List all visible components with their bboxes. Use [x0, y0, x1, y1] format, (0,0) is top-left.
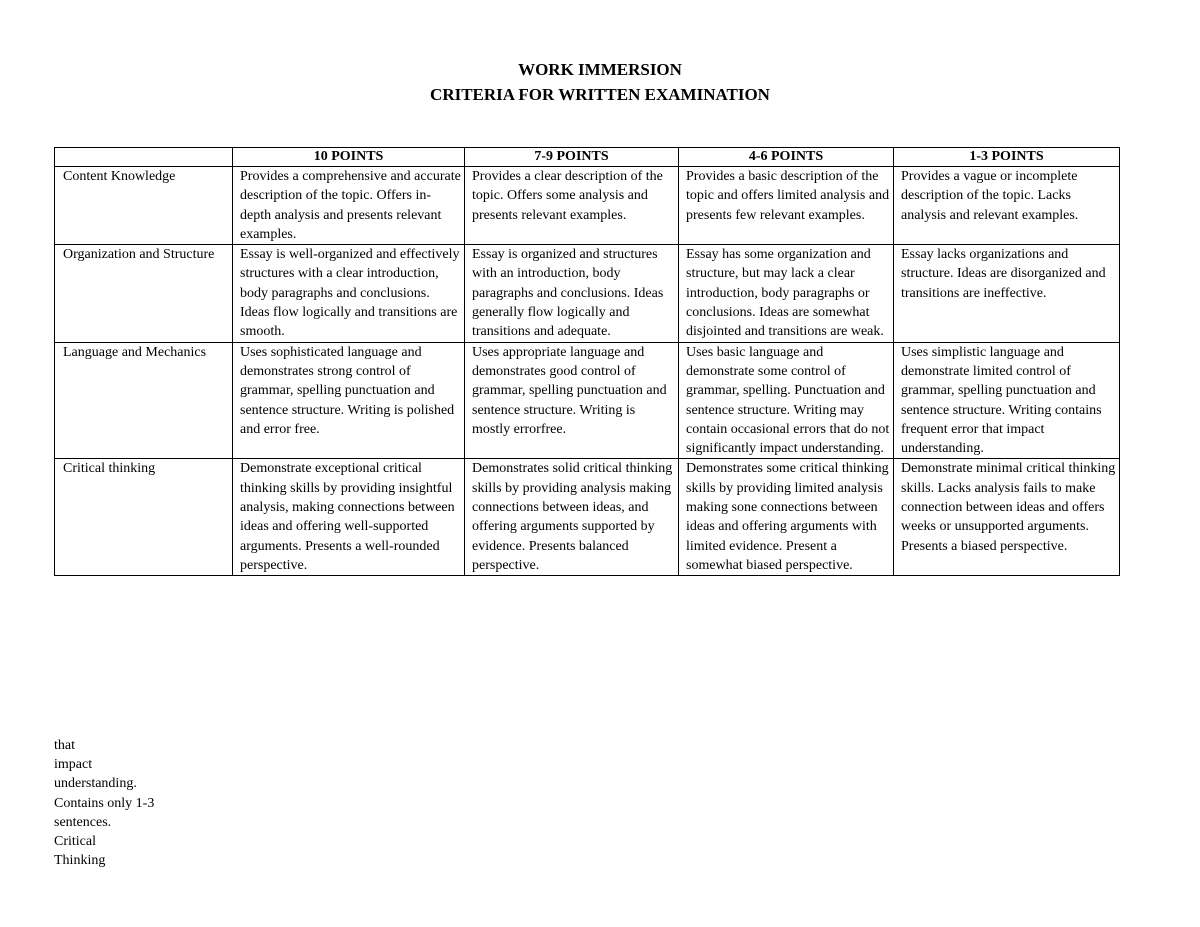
document-title	[0, 57, 1200, 107]
title-line-2: CRITERIA FOR WRITTEN EXAMINATION	[430, 85, 770, 104]
table-cell: Uses appropriate language and demonstrates good control of grammar, spelling punctuation and sentence structure. Writing is mostly errorfree.	[465, 342, 679, 459]
trailing-text	[54, 736, 154, 870]
criterion-label: Language and Mechanics	[55, 342, 233, 459]
table-cell: Provides a basic description of the topic and offers limited analysis and presents few relevant examples.	[679, 167, 894, 245]
trailing-line: Contains only 1-3	[54, 795, 155, 811]
table-cell: Uses basic language and demonstrate some control of grammar, spelling. Punctuation and sentence structure. Writing may contain occasional errors that do not significantly impact understanding.	[679, 342, 894, 459]
trailing-line: impact	[54, 757, 93, 773]
table-cell: Essay has some organization and structure, but may lack a clear introduction, body paragraphs or conclusions. Ideas are somewhat disjointed and transitions are weak.	[679, 245, 894, 342]
trailing-line: understanding.	[54, 776, 137, 792]
header-4-6-points: 4-6 POINTS	[679, 148, 894, 167]
trailing-line: sentences.	[54, 814, 112, 830]
header-corner	[55, 148, 233, 167]
criterion-label: Critical thinking	[55, 459, 233, 576]
table-cell: Demonstrate exceptional critical thinking skills by providing insightful analysis, making connections between ideas and offering well-supported arguments. Presents a well-rounded perspective.	[233, 459, 465, 576]
table-cell: Uses simplistic language and demonstrate limited control of grammar, spelling punctuation and sentence structure. Writing contains frequent error that impact understanding.	[894, 342, 1120, 459]
table-cell: Provides a comprehensive and accurate description of the topic. Offers in-depth analysis and presents relevant examples.	[233, 167, 465, 245]
header-row	[55, 148, 1120, 167]
table-cell: Demonstrates solid critical thinking skills by providing analysis making connections between ideas, and offering arguments supported by evidence. Presents balanced perspective.	[465, 459, 679, 576]
table-cell: Demonstrates some critical thinking skills by providing limited analysis making sone connections between ideas and offering arguments with limited evidence. Present a somewhat biased perspective.	[679, 459, 894, 576]
criterion-label: Organization and Structure	[55, 245, 233, 342]
title-line-1: WORK IMMERSION	[518, 60, 682, 79]
table-cell: Essay is organized and structures with an introduction, body paragraphs and conclusions. Ideas generally flow logically and transitions and adequate.	[465, 245, 679, 342]
trailing-line: that	[54, 738, 75, 753]
header-10-points: 10 POINTS	[233, 148, 465, 167]
table-row	[55, 245, 1120, 342]
table-cell: Demonstrate minimal critical thinking skills. Lacks analysis fails to make connection between ideas and offers weeks or unsupported arguments. Presents a biased perspective.	[894, 459, 1120, 576]
table-row	[55, 167, 1120, 245]
table-row	[55, 342, 1120, 459]
rubric-table	[54, 147, 1120, 576]
table-cell: Essay is well-organized and effectively structures with a clear introduction, body paragraphs and conclusions. Ideas flow logically and transitions are smooth.	[233, 245, 465, 342]
criterion-label: Content Knowledge	[55, 167, 233, 245]
table-cell: Provides a clear description of the topic. Offers some analysis and presents relevant examples.	[465, 167, 679, 245]
trailing-line: Critical	[54, 834, 96, 850]
table-row	[55, 459, 1120, 576]
table-cell: Provides a vague or incomplete description of the topic. Lacks analysis and relevant examples.	[894, 167, 1120, 245]
trailing-line: Thinking	[54, 853, 106, 869]
table-cell: Essay lacks organizations and structure. Ideas are disorganized and transitions are ineffective.	[894, 245, 1120, 342]
header-1-3-points: 1-3 POINTS	[894, 148, 1120, 167]
header-7-9-points: 7-9 POINTS	[465, 148, 679, 167]
table-cell: Uses sophisticated language and demonstrates strong control of grammar, spelling punctuation and sentence structure. Writing is polished and error free.	[233, 342, 465, 459]
